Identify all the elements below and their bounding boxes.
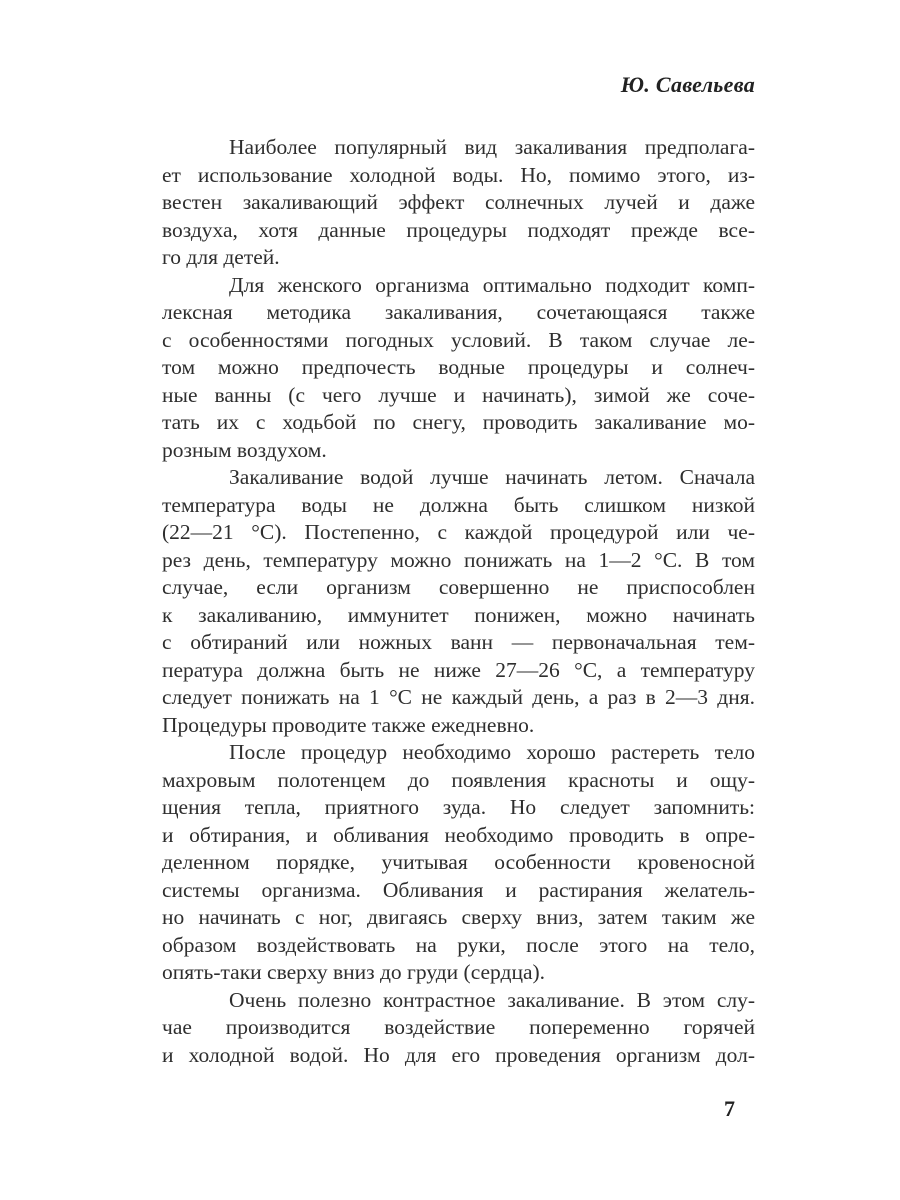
paragraph	[162, 272, 755, 465]
text-line: воздуха, хотя данные процедуры подходят прежде все-	[162, 217, 755, 242]
text-line: случае, если организм совершенно не приспособлен	[162, 575, 755, 599]
text-line: (22—21 °С). Постепенно, с каждой процедурой или че-	[162, 520, 755, 544]
text-line: После процедур необходимо хорошо растереть тело	[229, 740, 755, 764]
text-line: чае производится воздействие попеременно горячей	[162, 1015, 755, 1039]
text-line: пература должна быть не ниже 27—26 °С, а температуру	[162, 657, 755, 682]
text-line: образом воздействовать на руки, после этого на тело,	[162, 932, 755, 957]
paragraph	[162, 987, 755, 1070]
text-line: деленном порядке, учитывая особенности кровеносной	[162, 850, 755, 874]
text-line: системы организма. Обливания и растирания желатель-	[162, 877, 755, 902]
paragraph	[162, 739, 755, 987]
running-head-author: Ю. Савельева	[620, 72, 755, 97]
text-line: с обтираний или ножных ванн — первоначальная тем-	[162, 630, 755, 654]
text-line: Закаливание водой лучше начинать летом. Сначала	[229, 465, 755, 489]
text-line: Для женского организма оптимально подходит комп-	[229, 272, 755, 297]
text-line: махровым полотенцем до появления красноты и ощу-	[162, 767, 755, 792]
text-line: лексная методика закаливания, сочетающаяся также	[162, 300, 755, 324]
text-line: Наиболее популярный вид закаливания предполага-	[229, 135, 755, 159]
paragraph	[162, 134, 755, 272]
text-line: с особенностями погодных условий. В таком случае ле-	[162, 327, 755, 352]
text-line: тать их с ходьбой по снегу, проводить закаливание мо-	[162, 410, 755, 434]
paragraph	[162, 464, 755, 739]
text-line: ные ванны (с чего лучше и начинать), зимой же соче-	[162, 382, 755, 407]
text-line: следует понижать на 1 °С не каждый день, а раз в 2—3 дня.	[162, 685, 755, 709]
text-line: Очень полезно контрастное закаливание. В этом слу-	[229, 987, 755, 1012]
text-line: Процедуры проводите также ежедневно.	[162, 712, 535, 737]
text-line: вестен закаливающий эффект солнечных лучей и даже	[162, 190, 755, 214]
text-line: том можно предпочесть водные процедуры и солнеч-	[162, 355, 755, 379]
page-body-text	[162, 134, 755, 1069]
text-line: рез день, температуру можно понижать на 1—2 °С. В том	[162, 547, 755, 572]
text-line: и обтирания, и обливания необходимо проводить в опре-	[162, 822, 755, 847]
text-line: температура воды не должна быть слишком низкой	[162, 492, 755, 517]
text-line: розным воздухом.	[162, 437, 327, 462]
text-line: щения тепла, приятного зуда. Но следует запомнить:	[162, 795, 755, 819]
text-line: и холодной водой. Но для его проведения организм дол-	[162, 1042, 755, 1067]
page-number: 7	[724, 1096, 735, 1121]
text-line: го для детей.	[162, 245, 280, 269]
text-line: опять-таки сверху вниз до груди (сердца).	[162, 960, 546, 984]
text-line: но начинать с ног, двигаясь сверху вниз, затем таким же	[162, 905, 755, 929]
text-line: ет использование холодной воды. Но, помимо этого, из-	[162, 162, 755, 187]
text-line: к закаливанию, иммунитет понижен, можно начинать	[162, 602, 755, 627]
